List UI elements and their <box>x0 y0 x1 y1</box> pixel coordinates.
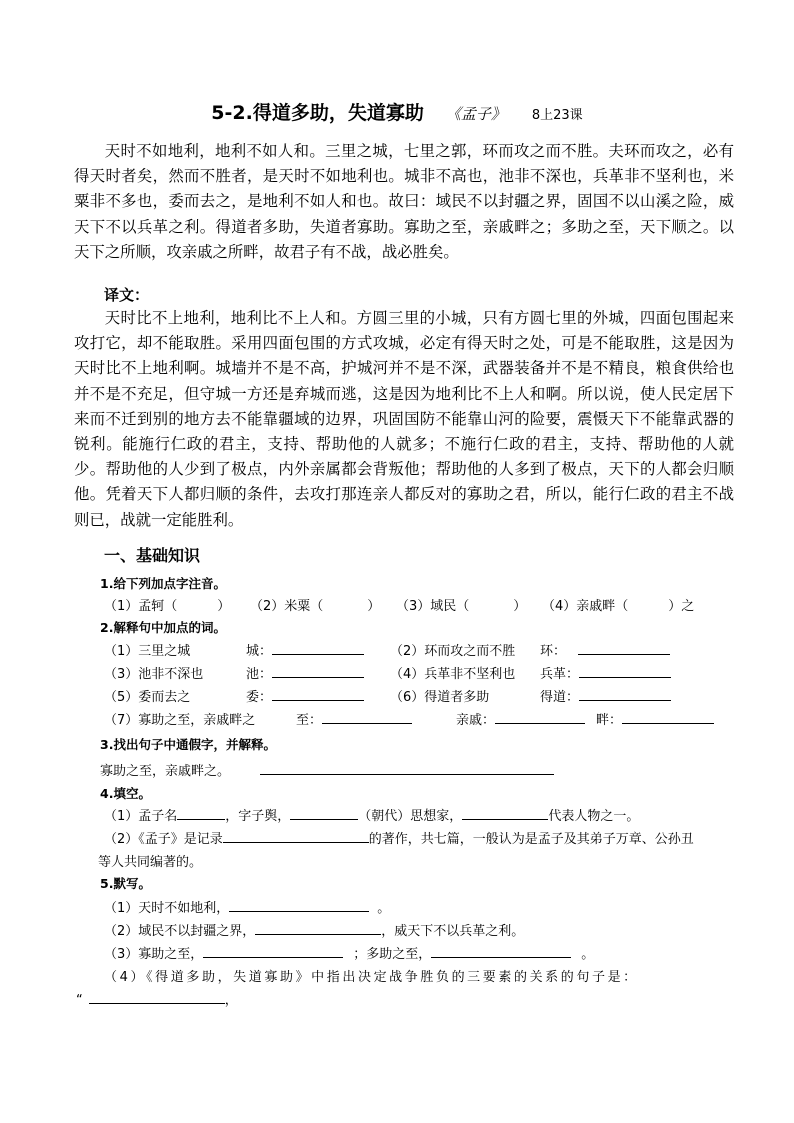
q2-item-phrase: 得道者多助 <box>424 690 490 705</box>
q2-item-key: 至： <box>296 713 323 728</box>
q5-blank[interactable] <box>89 989 225 1004</box>
q1-item-1-close: ） <box>217 599 231 614</box>
q2-answer-blank[interactable] <box>272 640 364 655</box>
title-main: 5-2.得道多助，失道寡助 <box>211 102 424 124</box>
q1-item-2-word: 米粟（ <box>284 599 324 614</box>
q5-text: ；多助之至， <box>353 947 432 962</box>
q5-text: （3）寡助之至， <box>104 947 204 962</box>
translation-paragraph: 天时比不上地利，地利比不上人和。方圆三里的小城，只有方圆七里的外城，四面包围起来攻打它，却不能取胜。采用四面包围的方式攻城，必定有得天时之处，可是不能取胜，这是因为天时比不上地利啊。城墙并不是不高，护城河并不是不深，武器装备并不是不精良，粮食供给也并不是不充足，但守城一方还是弃城而逃，这是因为地利比不上人和啊。所以说，使人民定居下来而不迁到别的地方去不能靠疆域的边界，巩固国防不能靠山河的险要，震慑天下不能靠武器的锐利。能施行仁政的君主，支持、帮助他的人就多；不施行仁政的君主，支持、帮助他的人就少。帮助他的人少到了极点，内外亲属都会背叛他；帮助他的人多到了极点，天下的人都会归顺他。凭着天下人都归顺的条件，去攻打那连亲人都反对的寡助之君，所以，能行仁政的君主不战则已，战就一定能胜利。 <box>74 309 734 529</box>
q5-text: （2）域民不以封疆之界， <box>104 924 256 939</box>
original-paragraph: 天时不如地利，地利不如人和。三里之城，七里之郭，环而攻之而不胜。夫环而攻之，必有得天时者矣，然而不胜者，是天时不如地利也。城非不高也，池非不深也，兵革非不坚利也，米粟非不多也，委而去之，是地利不如人和也。故曰：域民不以封疆之界，固国不以山溪之险，威天下不以兵革之利。得道者多助，失道者寡助。寡助之至，亲戚畔之；多助之至，天下顺之。以天下之所顺，攻亲戚之所畔，故君子有不战，战必胜矣。 <box>74 142 734 261</box>
q4-blank-name[interactable] <box>177 805 225 820</box>
q2-item-num: （4） <box>390 667 425 682</box>
q5-text: 。 <box>581 947 595 962</box>
section-heading: 一、基础知识 <box>104 546 201 565</box>
q1-item-1-num: （1） <box>104 599 139 614</box>
q2-answer-blank[interactable] <box>272 663 364 678</box>
q2-item-phrase: 兵革非不坚利也 <box>424 667 516 682</box>
q2-item-num: （6） <box>390 690 425 705</box>
q1-item-4-num: （4） <box>542 599 577 614</box>
q2-item-key: 兵革： <box>540 667 580 682</box>
q2-item-key: 亲戚： <box>456 713 496 728</box>
q2-answer-blank[interactable] <box>322 709 412 724</box>
q1-title: 1.给下列加点字注音。 <box>100 576 226 591</box>
q5-line-4 <box>104 966 730 985</box>
q5-text: 。 <box>377 901 391 916</box>
original-text <box>74 139 734 265</box>
translation-label: 译文： <box>104 286 150 304</box>
q5-blank[interactable] <box>203 943 343 958</box>
q2-item-num: （5） <box>104 690 139 705</box>
q5-text: “ <box>76 993 83 1008</box>
q3-sentence: 寡助之至，亲戚畔之。 <box>100 764 231 779</box>
q2-answer-blank[interactable] <box>272 686 364 701</box>
q5-blank[interactable] <box>431 943 571 958</box>
q4-text: （朝代）思想家， <box>358 809 463 824</box>
page-title <box>0 98 794 125</box>
q5-title: 5.默写。 <box>100 876 151 891</box>
q5-text: （4）《得道多助，失道寡助》中指出决定战争胜负的三要素的关系的句子是： <box>104 970 639 985</box>
q5-text: ，威天下不以兵革之利。 <box>381 924 525 939</box>
q4-title: 4.填空。 <box>100 786 151 801</box>
q1-item-3-num: （3） <box>396 599 431 614</box>
q4-text: 等人共同编著的。 <box>98 855 203 870</box>
q2-item-num: （3） <box>104 667 139 682</box>
q4-text: （1）孟子名 <box>104 809 178 824</box>
q3-title: 3.找出句子中通假字，并解释。 <box>100 737 276 752</box>
q2-item-num: （1） <box>104 644 139 659</box>
q1-item-4-word: 亲戚畔（ <box>576 599 629 614</box>
q1-item-2-num: （2） <box>250 599 285 614</box>
q5-text: ， <box>224 993 238 1008</box>
q2-item-key: 环： <box>540 644 567 659</box>
q1-item-2-close: ） <box>367 599 381 614</box>
q2-item-phrase: 环而攻之而不胜 <box>424 644 516 659</box>
q1-item-3-close: ） <box>513 599 527 614</box>
q2-item-num: （2） <box>390 644 425 659</box>
q2-item-key: 得道： <box>540 690 580 705</box>
q4-text: （2）《孟子》是记录 <box>104 832 223 847</box>
q2-answer-blank[interactable] <box>622 709 714 724</box>
q2-item-key: 委： <box>246 690 273 705</box>
q5-blank[interactable] <box>229 897 369 912</box>
q5-text: （1）天时不如地利， <box>104 901 230 916</box>
q2-answer-blank[interactable] <box>579 663 671 678</box>
q4-text: 代表人物之一。 <box>548 809 640 824</box>
q2-answer-blank[interactable] <box>579 686 671 701</box>
q2-item-key: 池： <box>246 667 273 682</box>
q2-item-key: 城： <box>246 644 273 659</box>
q1-item-1-word: 孟轲（ <box>138 599 178 614</box>
q4-text: ，字子舆， <box>225 809 291 824</box>
q4-blank-school[interactable] <box>462 805 548 820</box>
q4-blank-record[interactable] <box>223 828 369 843</box>
q2-item-num: （7） <box>104 713 139 728</box>
q2-item-phrase: 池非不深也 <box>138 667 204 682</box>
q3-answer-blank[interactable] <box>260 760 554 775</box>
q4-blank-dynasty[interactable] <box>290 805 358 820</box>
q2-item-key: 畔： <box>596 713 623 728</box>
q2-answer-blank[interactable] <box>578 640 670 655</box>
q1-item-3-word: 域民（ <box>430 599 470 614</box>
q5-blank[interactable] <box>255 920 381 935</box>
title-lesson: 8上23课 <box>531 108 583 123</box>
q2-answer-blank[interactable] <box>495 709 585 724</box>
title-book: 《孟子》 <box>445 105 506 123</box>
q2-title: 2.解释句中加点的词。 <box>100 620 226 635</box>
q4-text: 的著作，共七篇，一般认为是孟子及其弟子万章、公孙丑 <box>368 832 694 847</box>
q1-item-4-close: ）之 <box>668 599 695 614</box>
translation-text <box>74 306 734 533</box>
q2-item-phrase: 委而去之 <box>138 690 191 705</box>
q2-item-phrase: 寡助之至，亲戚畔之 <box>138 713 256 728</box>
q2-item-phrase: 三里之城 <box>138 644 191 659</box>
